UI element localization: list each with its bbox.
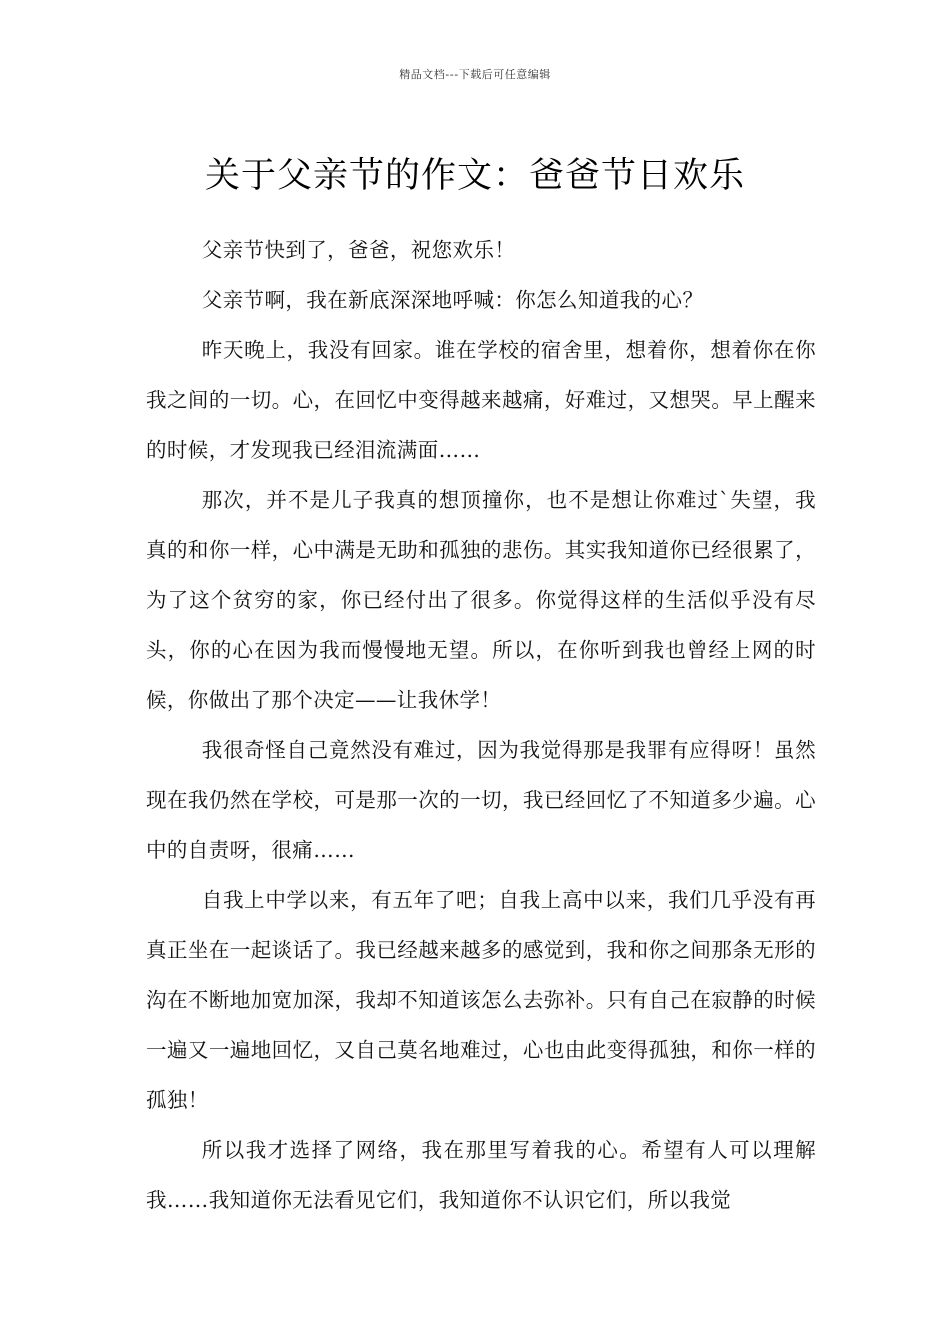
paragraph: 昨天晚上，我没有回家。谁在学校的宿舍里，想着你，想着你在你我之间的一切。心，在回忆中变得越来越痛，好难过，又想哭。早上醒来的时候，才发现我已经泪流满面…… bbox=[146, 338, 816, 462]
paragraph: 我很奇怪自己竟然没有难过，因为我觉得那是我罪有应得呀！虽然现在我仍然在学校，可是那一次的一切，我已经回忆了不知道多少遍。心中的自责呀，很痛…… bbox=[146, 738, 816, 862]
paragraph: 父亲节啊，我在新底深深地呼喊：你怎么知道我的心？ bbox=[201, 288, 704, 312]
paragraph: 自我上中学以来，有五年了吧；自我上高中以来，我们几乎没有再真正坐在一起谈话了。我已经越来越多的感觉到，我和你之间那条无形的沟在不断地加宽加深，我却不知道该怎么去弥补。只有自己在寂静的时候一遍又一遍地回忆，又自己莫名地难过，心也由此变得孤独，和你一样的孤独！ bbox=[146, 888, 816, 1112]
paragraph: 所以我才选择了网络，我在那里写着我的心。希望有人可以理解我……我知道你无法看见它们，我知道你不认识它们，所以我觉 bbox=[146, 1138, 816, 1212]
paragraph: 父亲节快到了，爸爸，祝您欢乐！ bbox=[201, 238, 516, 262]
paragraph: 那次，并不是儿子我真的想顶撞你，也不是想让你难过`失望，我真的和你一样，心中满是无助和孤独的悲伤。其实我知道你已经很累了，为了这个贫穷的家，你已经付出了很多。你觉得这样的生活似乎没有尽头，你的心在因为我而慢慢地无望。所以，在你听到我也曾经上网的时候，你做出了那个决定——让我休学！ bbox=[146, 488, 816, 712]
document-body bbox=[146, 225, 816, 1225]
document-title: 关于父亲节的作文：爸爸节日欢乐 bbox=[204, 156, 745, 197]
page-header-note: 精品文档---下载后可任意编辑 bbox=[399, 68, 551, 81]
